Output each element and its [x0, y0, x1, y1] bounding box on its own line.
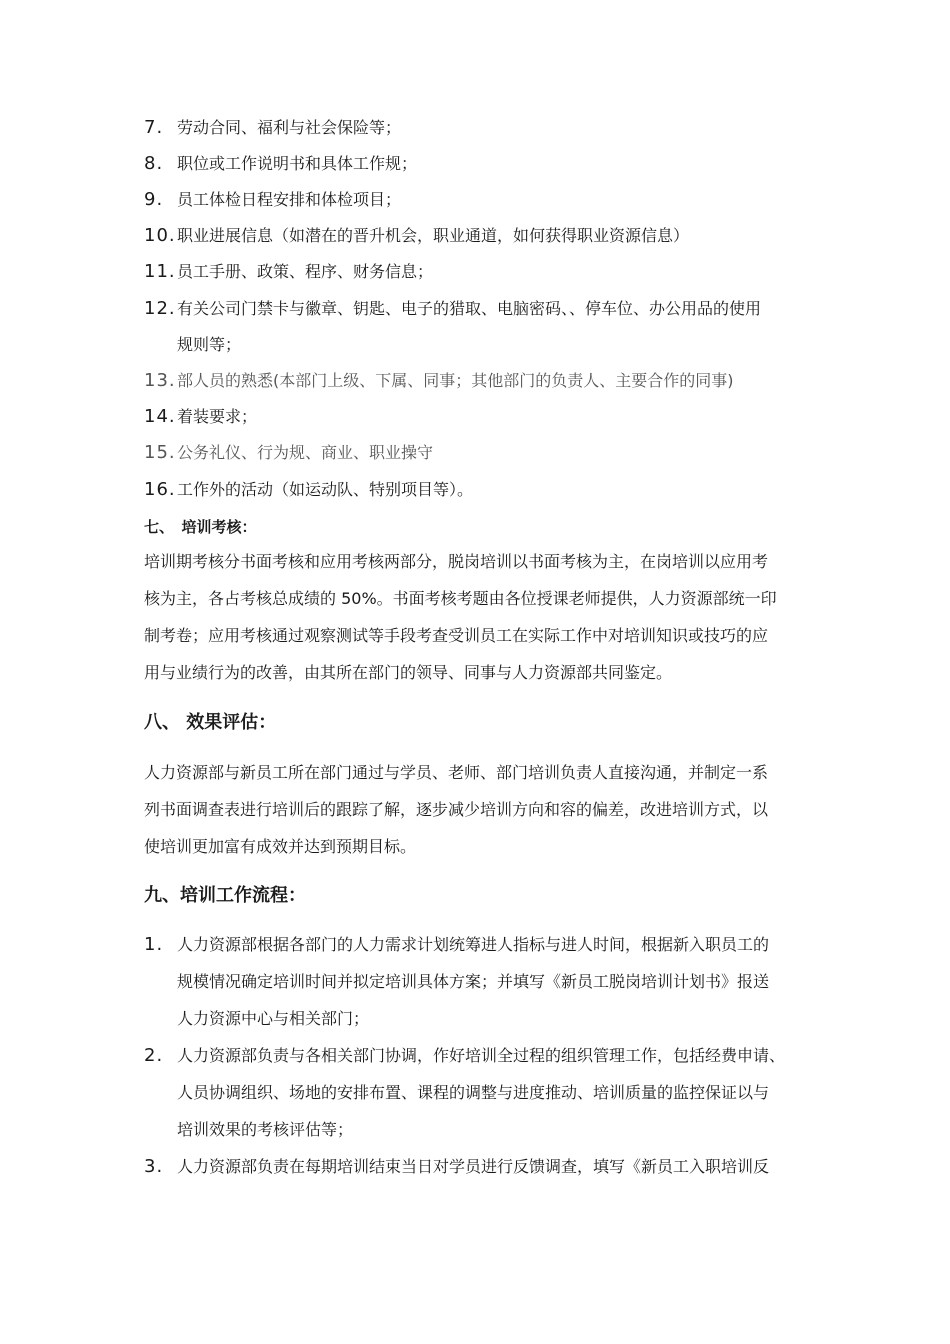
- list-item-text: 规模情况确定培训时间并拟定培训具体方案；并填写《新员工脱岗培训计划书》报送: [177, 972, 770, 991]
- list-item-text: 职业进展信息（如潜在的晋升机会，职业通道，如何获得职业资源信息）: [177, 226, 690, 245]
- paragraph-line: 培训期考核分书面考核和应用考核两部分，脱岗培训以书面考核为主，在岗培训以应用考: [144, 552, 769, 571]
- list-item-number: 8.: [144, 153, 164, 174]
- list-item-text: 员工体检日程安排和体检项目；: [177, 190, 402, 209]
- list-item-number: 1.: [144, 934, 164, 955]
- list-item-text: 劳动合同、福利与社会保险等；: [177, 118, 402, 137]
- list-item-number: 15.: [144, 442, 176, 463]
- list-item-number: 7.: [144, 117, 164, 138]
- paragraph-line: 使培训更加富有成效并达到预期目标。: [144, 837, 417, 856]
- paragraph-line: 人力资源部与新员工所在部门通过与学员、老师、部门培训负责人直接沟通，并制定一系: [144, 763, 769, 782]
- list-item-number: 11.: [144, 261, 176, 282]
- list-item-text: 人力资源部负责与各相关部门协调，作好培训全过程的组织管理工作，包括经费申请、: [177, 1046, 786, 1065]
- paragraph-line: 列书面调查表进行培训后的跟踪了解，逐步减少培训方向和容的偏差，改进培训方式，以: [144, 800, 769, 819]
- list-item-number: 12.: [144, 298, 176, 319]
- section-heading: 八、 效果评估：: [144, 712, 277, 733]
- list-item-text: 公务礼仪、行为规、商业、职业操守: [177, 443, 434, 462]
- section-heading: 七、 培训考核：: [144, 518, 257, 536]
- list-item-number: 9.: [144, 189, 164, 210]
- list-item-text: 有关公司门禁卡与徽章、钥匙、电子的猎取、电脑密码、、停车位、办公用品的使用: [177, 299, 762, 318]
- list-item-text: 人力资源部负责在每期培训结束当日对学员进行反馈调查，填写《新员工入职培训反: [177, 1157, 770, 1176]
- list-item-number: 14.: [144, 406, 176, 427]
- list-item-text: 人力资源部根据各部门的人力需求计划统筹进人指标与进人时间，根据新入职员工的: [177, 935, 770, 954]
- section-heading: 九、培训工作流程：: [144, 885, 306, 906]
- list-item-text: 部人员的熟悉(本部门上级、下属、同事；其他部门的负责人、主要合作的同事): [177, 371, 734, 390]
- list-item-text: 着装要求；: [177, 407, 258, 426]
- list-item-number: 13.: [144, 370, 176, 391]
- list-item-text: 规则等；: [177, 335, 242, 354]
- paragraph-line: 核为主，各占考核总成绩的 50%。书面考核考题由各位授课老师提供，人力资源部统一印: [144, 589, 777, 608]
- list-item-number: 16.: [144, 479, 176, 500]
- list-item-text: 人员协调组织、场地的安排布置、课程的调整与进度推动、培训质量的监控保证以与: [177, 1083, 770, 1102]
- list-item-number: 10.: [144, 225, 176, 246]
- list-item-text: 员工手册、政策、程序、财务信息；: [177, 262, 434, 281]
- list-item-number: 3.: [144, 1156, 164, 1177]
- paragraph-line: 用与业绩行为的改善，由其所在部门的领导、同事与人力资源部共同鉴定。: [144, 663, 673, 682]
- list-item-text: 工作外的活动（如运动队、特别项目等）。: [177, 480, 474, 499]
- list-item-text: 职位或工作说明书和具体工作规；: [177, 154, 418, 173]
- paragraph-line: 制考卷；应用考核通过观察测试等手段考查受训员工在实际工作中对培训知识或技巧的应: [144, 626, 769, 645]
- list-item-text: 人力资源中心与相关部门；: [177, 1009, 370, 1028]
- list-item-number: 2.: [144, 1045, 164, 1066]
- list-item-text: 培训效果的考核评估等；: [177, 1120, 354, 1139]
